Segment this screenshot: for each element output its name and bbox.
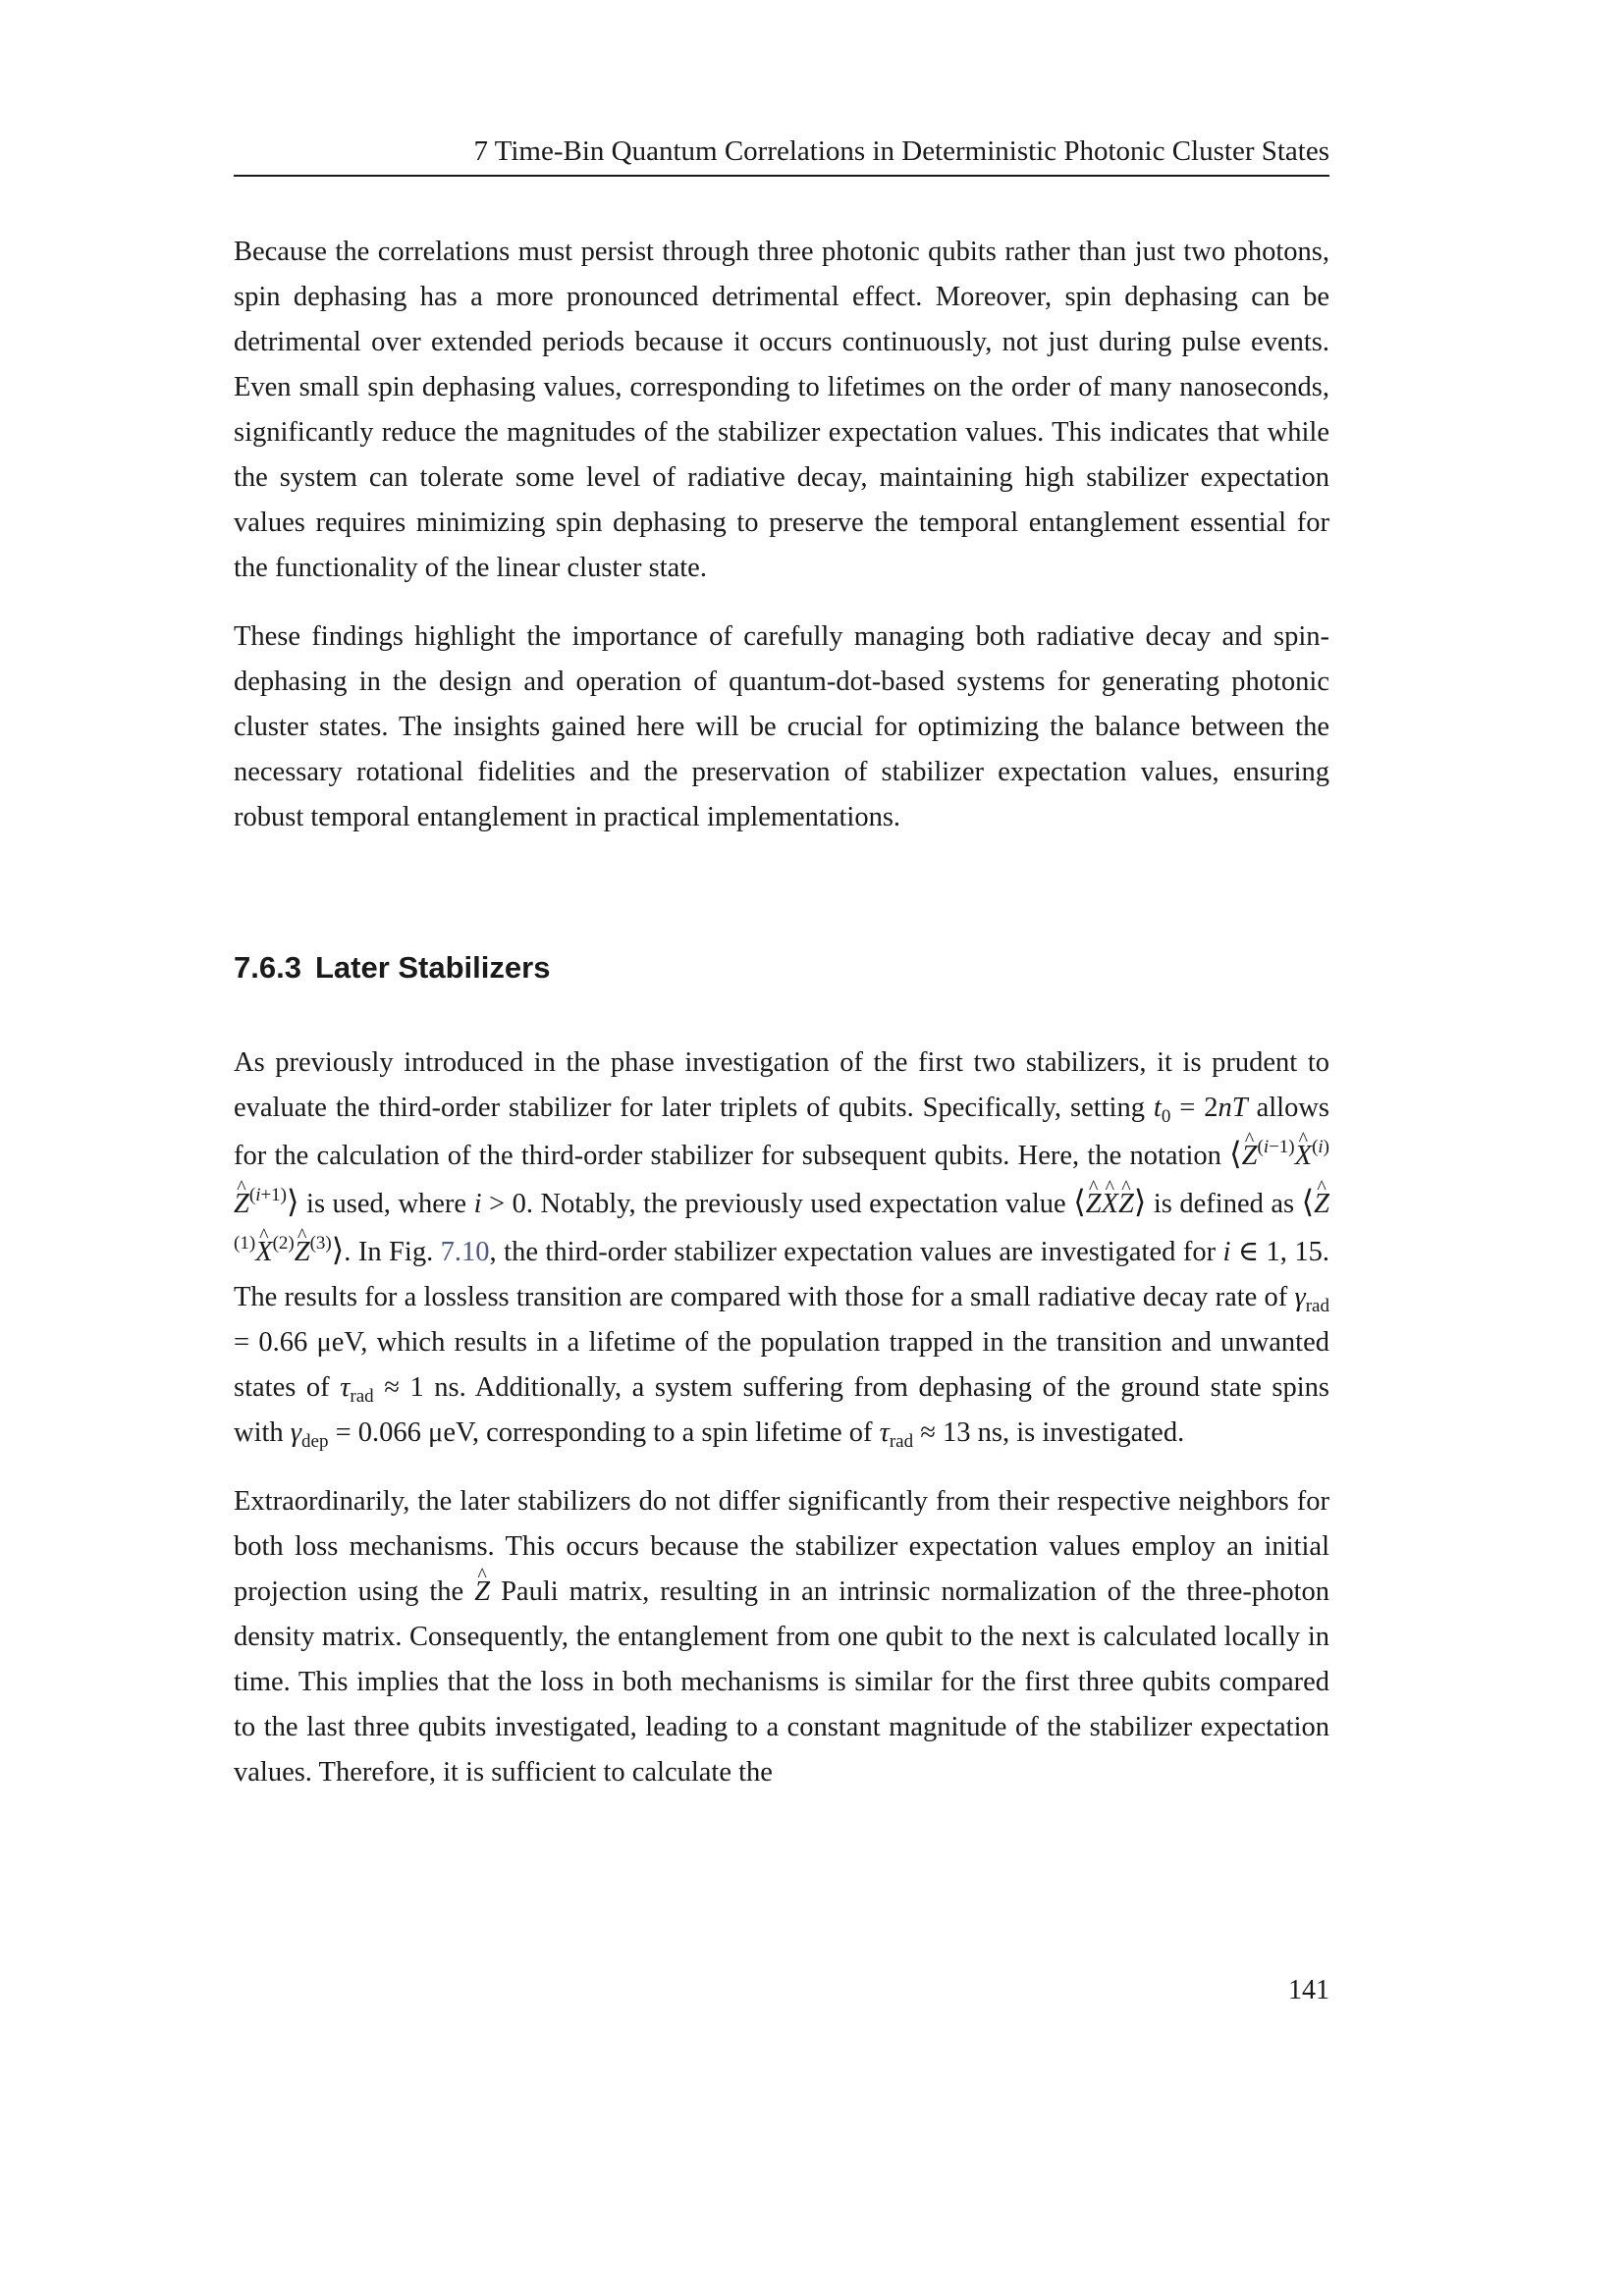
math-zxz: ⟨^ Z^ X^ Z⟩ [1073, 1189, 1146, 1219]
math-i-range: i ∈ 1, 15 [1222, 1237, 1323, 1267]
paragraph-later-stabilizers: As previously introduced in the phase investigation of the first two stabilizers, it is prudent to evaluate the third-order stabilizer for later triplets of qubits. Specifically, setting $t_0 = 2nT$ allows for the calculation of the third-order stabilizer for subsequent qubits. Here, the notation ⟨^ $Z^{(i-1)}\^{}$ $X^{(i)}\^{}$ $Z^{(i+1)}⟩$ is used, where i > 0. Notably, the previously used expectation value ⟨^ Z^ X^ Z⟩ is defined as ⟨^ $Z^{(1)}\^{}$ $X^{(2)}\^{}$ $Z^{(3)}⟩$. In Fig. 7.10, the third-order stabilizer expectation values are investigated for i ∈ 1, 15. The results for a lossless transition are compared with those for a small radiative decay rate of $\gamma_{rad} = 0.66$ μeV, which results in a lifetime of the population trapped in the transition and unwanted states of $\tau_{rad} \approx 1$ ns. Additionally, a system suffering from dephasing of the ground state spins with $\gamma_{dep} = 0.066$ μeV, corresponding to a spin lifetime of $\tau_{rad} \approx 13$ ns, is investigated. [234, 1041, 1329, 1456]
section-number: 7.6.3 [234, 950, 301, 985]
math-z1x2z3: ⟨^ $Z^{(1)}\^{}$ $X^{(2)}\^{}$ $Z^{(3)}⟩$ [234, 1189, 1329, 1267]
text-block-before-section [234, 230, 1329, 864]
math-gamma-rad: $\gamma_{rad} = 0.66$ μeV [234, 1282, 1329, 1358]
text-block-after-section [234, 1041, 1329, 1819]
section-heading [234, 948, 550, 988]
math-t0-eq-2nT: $t_0 = 2nT$ [1153, 1093, 1248, 1127]
figure-reference-link[interactable]: 7.10 [440, 1237, 490, 1267]
running-head: 7 Time-Bin Quantum Correlations in Deterministic Photonic Cluster States [473, 135, 1329, 167]
math-tau-rad-2: $\tau_{rad} \approx 13$ ns [879, 1417, 1002, 1452]
header-rule [234, 175, 1329, 177]
paragraph-findings: These findings highlight the importance of carefully managing both radiative decay and spin-dephasing in the design and operation of quantum-dot-based systems for generating photonic cluster states. The insights gained here will be crucial for optimizing the balance between the necessary rotational fidelities and the preservation of stabilizer expectation values, ensuring robust temporal entanglement in practical implementations. [234, 621, 1329, 832]
paragraph-extraordinarily: Extraordinarily, the later stabilizers do not differ significantly from their respective neighbors for both loss mechanisms. This occurs because the stabilizer expectation values employ an initial projection using the ^ Z Pauli matrix, resulting in an intrinsic normalization of the three-photon density matrix. Consequently, the entanglement from one qubit to the next is calculated locally in time. This implies that the loss in both mechanisms is similar for the first three qubits compared to the last three qubits investigated, leading to a constant magnitude of the stabilizer expectation values. Therefore, it is sufficient to calculate the [234, 1479, 1329, 1795]
page-number: 141 [1288, 1975, 1329, 2005]
math-tau-rad-1: $\tau_{rad} \approx 1$ ns [340, 1372, 460, 1407]
math-gamma-dep: $\gamma_{dep} = 0.066$ μeV [290, 1417, 472, 1452]
paragraph-spin-dephasing: Because the correlations must persist through three photonic qubits rather than just two photons, spin dephasing has a more pronounced detrimental effect. Moreover, spin dephasing can be detrimental over extended periods because it occurs continuously, not just during pulse events. Even small spin dephasing values, corresponding to lifetimes on the order of many nanoseconds, significantly reduce the magnitudes of the stabilizer expectation values. This indicates that while the system can tolerate some level of radiative decay, maintaining high stabilizer expectation values requires minimizing spin dephasing to preserve the temporal entanglement essential for the functionality of the linear cluster state. [234, 237, 1329, 583]
math-stabilizer-notation: ⟨^ $Z^{(i-1)}\^{}$ $X^{(i)}\^{}$ $Z^{(i+1)}⟩$ [234, 1141, 1329, 1219]
section-title: Later Stabilizers [314, 950, 551, 985]
math-i-gt-0: i > 0 [473, 1189, 526, 1219]
math-z-hat: ^ Z [474, 1576, 490, 1607]
